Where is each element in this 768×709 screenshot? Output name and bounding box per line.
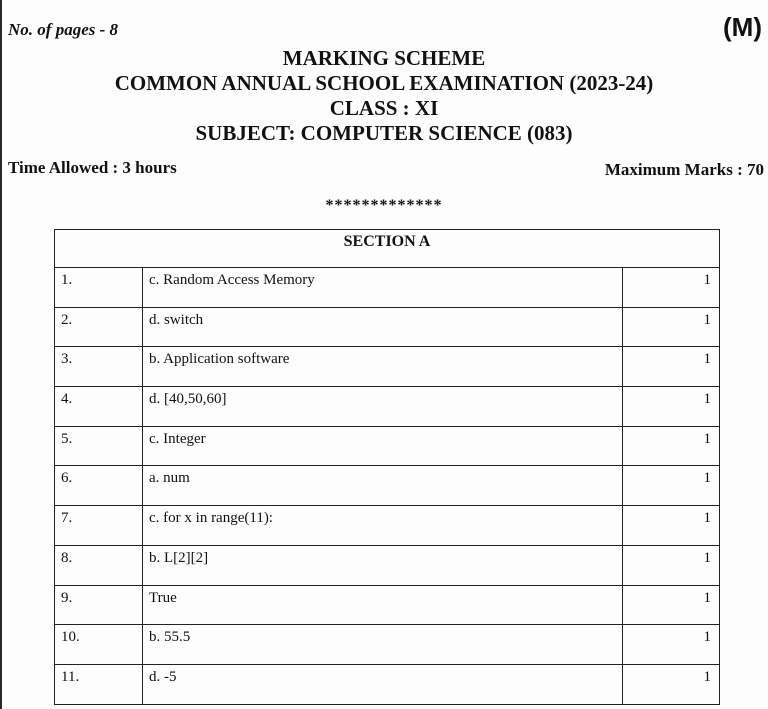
question-number: 8. [55, 546, 143, 585]
marks: 1 [703, 589, 711, 606]
answer-text: c. for x in range(11): [143, 506, 623, 545]
table-row [55, 506, 719, 546]
table-row [55, 268, 719, 308]
answer-text: d. switch [143, 308, 623, 347]
question-number: 2. [55, 308, 143, 347]
answer-text: c. Random Access Memory [143, 268, 623, 307]
table-row [55, 308, 719, 348]
subject-label: SUBJECT: COMPUTER SCIENCE (083) [195, 121, 573, 145]
answer-text: d. -5 [143, 665, 623, 705]
table-row [55, 427, 719, 467]
marks: 1 [703, 351, 711, 368]
paper-code: (M) [723, 12, 762, 42]
answer-text: a. num [143, 466, 623, 505]
marks: 1 [703, 549, 711, 566]
marks: 1 [703, 311, 711, 328]
doc-title: MARKING SCHEME [282, 46, 486, 70]
class-label: CLASS : XI [329, 96, 439, 120]
answer-text: d. [40,50,60] [143, 387, 623, 426]
table-row [55, 347, 719, 387]
marks: 1 [703, 470, 711, 487]
question-number: 5. [55, 427, 143, 466]
answer-table [54, 229, 720, 705]
marks: 1 [703, 668, 711, 685]
question-number: 1. [55, 268, 143, 307]
time-allowed: Time Allowed : 3 hours [8, 158, 177, 177]
table-row [55, 466, 719, 506]
maximum-marks: Maximum Marks : 70 [604, 160, 764, 179]
answer-text: c. Integer [143, 427, 623, 466]
section-title: SECTION A [55, 230, 719, 268]
marks: 1 [703, 629, 711, 646]
marks: 1 [703, 391, 711, 408]
question-number: 11. [55, 665, 143, 705]
exam-name: COMMON ANNUAL SCHOOL EXAMINATION (2023-24) [114, 71, 654, 95]
question-number: 6. [55, 466, 143, 505]
table-row [55, 387, 719, 427]
marks: 1 [703, 272, 711, 288]
question-number: 4. [55, 387, 143, 426]
question-number: 3. [55, 347, 143, 386]
divider-stars: ************* [325, 197, 443, 214]
answer-text: b. L[2][2] [143, 546, 623, 585]
marks: 1 [703, 430, 711, 447]
answer-text: True [143, 586, 623, 625]
question-number: 10. [55, 625, 143, 664]
question-number: 9. [55, 586, 143, 625]
question-number: 7. [55, 506, 143, 545]
table-row [55, 665, 719, 705]
answer-text: b. Application software [143, 347, 623, 386]
answer-text: b. 55.5 [143, 625, 623, 664]
table-row [55, 586, 719, 626]
table-row [55, 625, 719, 665]
marks: 1 [703, 510, 711, 527]
table-row [55, 546, 719, 586]
page-count-note: No. of pages - 8 [8, 20, 119, 39]
